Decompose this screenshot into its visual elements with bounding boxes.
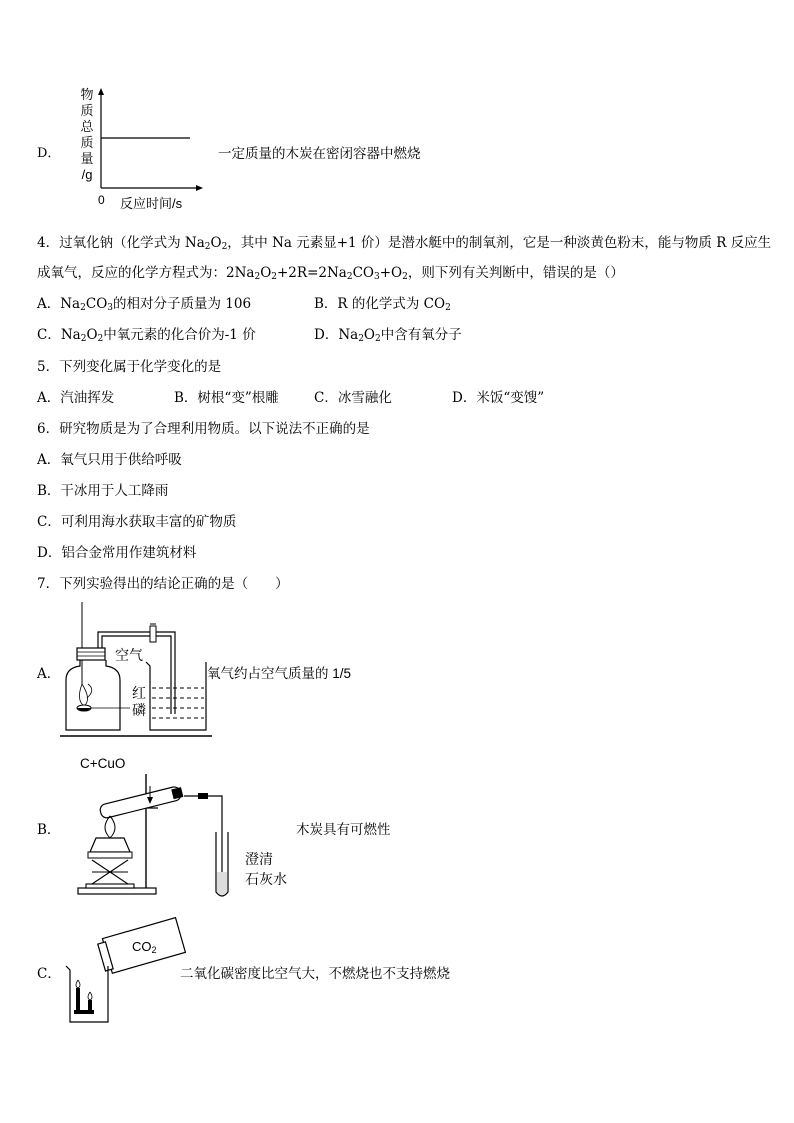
q4-sub: 2	[402, 272, 408, 282]
q4-text: 中含有氧分子	[380, 327, 462, 343]
q7c-apparatus	[62, 916, 192, 1026]
q4-text: O	[363, 327, 375, 343]
q7b-jack	[86, 860, 134, 888]
q4-text: C．Na	[37, 327, 81, 343]
q4-stem-line1	[37, 231, 771, 251]
q7c-candle-short	[88, 1000, 92, 1010]
q3d-ylabel-char: /g	[81, 167, 93, 182]
q3d-ylabel-char: 质	[80, 103, 94, 118]
q5-option-c[interactable]: C．冰雪融化	[314, 390, 392, 406]
q4-sub: 2	[358, 334, 364, 344]
q3d-ylabel-char: 物	[80, 87, 94, 102]
q4-option-a[interactable]	[37, 292, 251, 312]
q4-sub: 2	[221, 242, 228, 252]
q4-text: 的相对分子质量为 106	[113, 296, 252, 312]
q3d-origin: 0	[98, 193, 105, 207]
q4-text: CO	[352, 265, 374, 281]
q4-sub: 2	[80, 334, 87, 344]
q7a-label-red: 红	[132, 685, 146, 701]
q4-text: O	[260, 265, 272, 281]
q3d-ylabel-char: 总	[80, 119, 94, 134]
q4-text: O	[86, 327, 98, 343]
q7c-label-co2	[132, 939, 157, 954]
q7a-apparatus	[60, 602, 220, 742]
q7a-label-phos: 磷	[132, 702, 146, 718]
q7b-test-tube	[99, 785, 184, 819]
q7-stem: 7．下列实验得出的结论正确的是（ ）	[37, 576, 289, 592]
q4-sub: 2	[254, 272, 261, 282]
q3d-ylabel-char: 质	[80, 135, 94, 150]
q7b-apparatus	[70, 772, 250, 904]
q7b-caption: 木炭具有可燃性	[296, 822, 391, 837]
q4-option-c[interactable]	[37, 323, 256, 343]
q7a-label-air: 空气	[115, 647, 143, 663]
q4-sub: 3	[373, 272, 380, 282]
q4-text: ，则下列有关判断中，错误的是（）	[407, 265, 624, 281]
q4-option-d[interactable]	[314, 323, 462, 343]
q3d-graph	[95, 88, 205, 190]
q4-sub: 2	[346, 272, 353, 282]
q4-text: +O	[379, 265, 403, 281]
q5-stem: 5．下列变化属于化学变化的是	[37, 359, 222, 375]
q6-option-d[interactable]: D．铝合金常用作建筑材料	[37, 545, 197, 561]
q4-stem-line2	[37, 261, 624, 281]
q7b-label-lime2: 石灰水	[245, 871, 287, 887]
q7a-water	[152, 688, 204, 718]
q3d-x-arrow	[196, 185, 203, 191]
q3d-y-arrow	[98, 88, 104, 95]
q7c-co2-sub: 2	[151, 945, 157, 955]
q7b-stand-base	[78, 888, 156, 894]
q7c-candle-tall	[76, 988, 80, 1010]
q4-sub: 2	[97, 334, 104, 344]
q6-option-a[interactable]: A．氧气只用于供给呼吸	[37, 452, 182, 468]
q4-text: ，其中 Na 元素显+1 价）是潜水艇中的制氧剂，它是一种淡黄色粉末，能与物质 R 反应生	[227, 235, 772, 251]
q7a-beaker	[146, 662, 206, 730]
q7a-clamp	[150, 626, 156, 642]
q4-text: 成氧气，反应的化学方程式为：2Na	[37, 265, 255, 281]
q4-text: B．R 的化学式为 CO	[314, 296, 446, 312]
q4-text: O	[210, 235, 222, 251]
q7c-co2-text: CO	[132, 939, 152, 954]
q7a-bottle	[66, 660, 120, 730]
q7b-letter[interactable]: B．	[37, 822, 61, 838]
q7c-letter[interactable]: C．	[37, 966, 61, 982]
q4-text: 4．过氧化钠（化学式为 Na	[37, 235, 205, 251]
q7a-letter[interactable]: A．	[37, 666, 61, 682]
q3d-xlabel: 反应时间/s	[120, 196, 183, 211]
q4-text: D．Na	[314, 327, 359, 343]
q7a-caption: 氧气约占空气质量的 1/5	[207, 666, 352, 681]
q4-text: A．Na	[37, 296, 81, 312]
q4-sub: 2	[204, 242, 211, 252]
q4-text: 中氧元素的化合价为-1 价	[103, 327, 256, 343]
q6-option-b[interactable]: B．干冰用于人工降雨	[37, 483, 169, 499]
q4-sub: 2	[375, 334, 381, 344]
q3d-ylabel	[78, 87, 96, 183]
q7c-caption: 二氧化碳密度比空气大，不燃烧也不支持燃烧	[180, 966, 450, 981]
q7a-spoon	[79, 684, 87, 706]
q4-sub: 2	[271, 272, 277, 282]
q5-option-b[interactable]: B．树根“变”根雕	[174, 390, 279, 406]
q5-option-a[interactable]: A．汽油挥发	[37, 390, 115, 406]
q7b-label-reagent: C+CuO	[80, 756, 126, 771]
q4-sub: 2	[80, 303, 86, 313]
q4-sub: 2	[445, 303, 451, 313]
q7a-stopper	[77, 648, 105, 660]
q6-option-c[interactable]: C．可利用海水获取丰富的矿物质	[37, 514, 237, 530]
q7b-flame	[105, 816, 115, 838]
q3d-caption: 一定质量的木炭在密闭容器中燃烧	[218, 146, 421, 161]
q4-text: CO	[85, 296, 108, 312]
q3d-ylabel-char: 量	[80, 151, 94, 166]
q3d-letter: D．	[37, 146, 61, 161]
q4-text: +2R=2Na	[277, 265, 347, 281]
q6-stem: 6．研究物质是为了合理利用物质。以下说法不正确的是	[37, 421, 370, 437]
q4-option-b[interactable]	[314, 292, 451, 312]
q5-option-d[interactable]: D．米饭“变馊”	[452, 390, 545, 406]
q4-sub: 3	[107, 303, 113, 313]
q7b-label-lime1: 澄清	[245, 851, 273, 867]
q7b-lamp	[90, 838, 130, 852]
